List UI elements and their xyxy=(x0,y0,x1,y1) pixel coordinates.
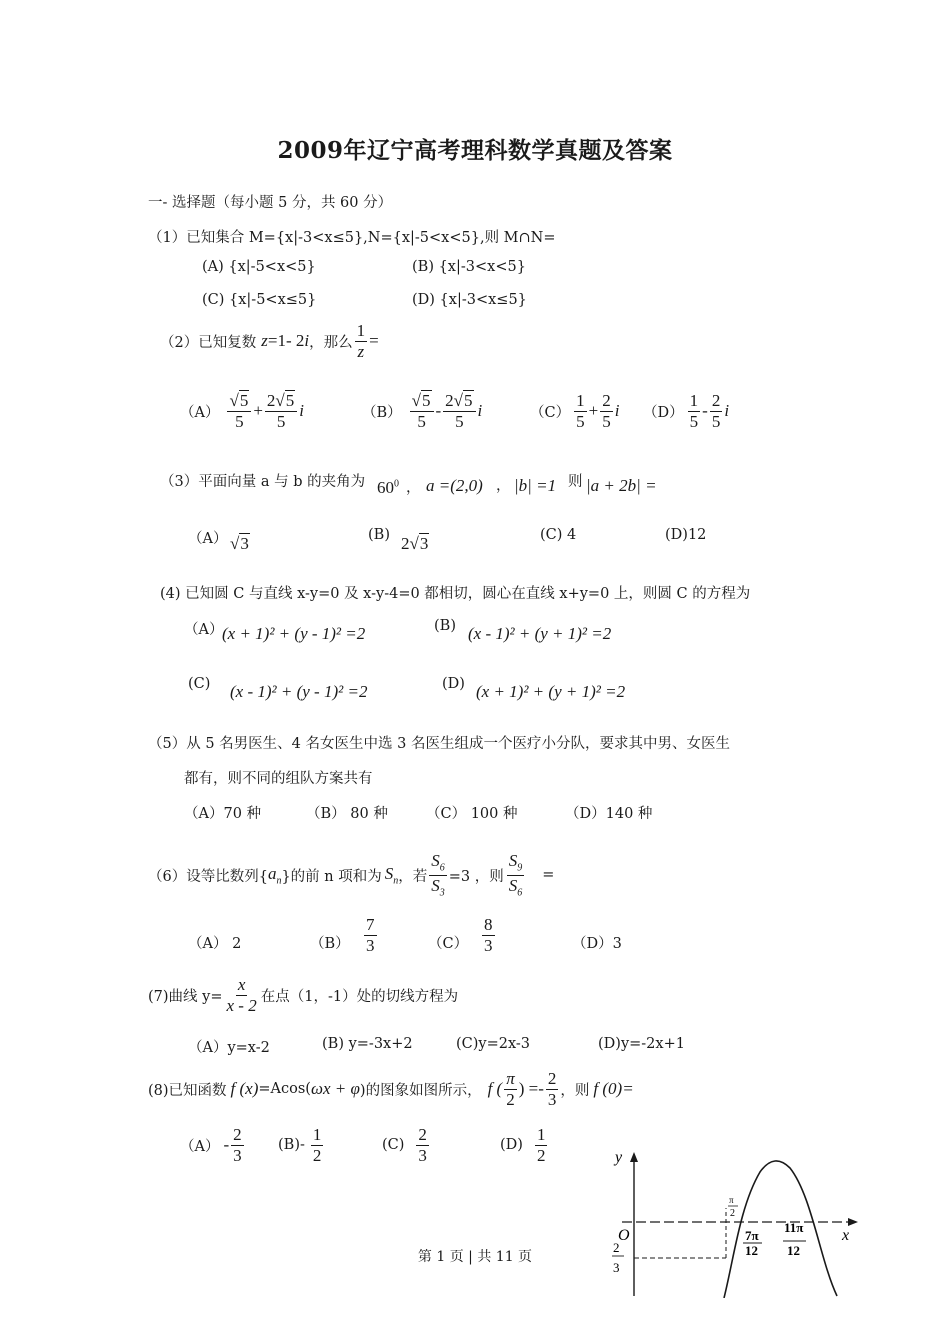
question-4-option-b: (B) xyxy=(434,618,456,634)
question-6-option-b: （B） xyxy=(310,936,350,952)
question-3-sep1: ， xyxy=(406,480,421,496)
question-4-option-c: (C) xyxy=(188,676,211,692)
question-4-option-b-expr: (x - 1)² + (y + 1)² =2 xyxy=(468,624,612,643)
graph-x-arrow xyxy=(848,1218,858,1226)
question-1-option-d: (D) {x|-3<x≤5} xyxy=(412,292,527,308)
graph-neg-label-den: 3 xyxy=(613,1260,620,1275)
question-1-option-b: (B) {x|-3<x<5} xyxy=(412,259,526,275)
graph-y-label: y xyxy=(615,1149,623,1166)
question-5-option-d: （D）140 种 xyxy=(565,806,653,822)
question-2-stem xyxy=(160,322,379,361)
graph-tick-11pi-den: 12 xyxy=(787,1243,800,1258)
question-6-option-a: （A） 2 xyxy=(188,936,242,952)
question-3-option-a-value: √3 xyxy=(230,534,249,553)
question-4-stem: (4) 已知圆 C 与直线 x-y=0 及 x-y-4=0 都相切，圆心在直线 x+y=0 上，则圆 C 的方程为 xyxy=(160,586,751,602)
question-5-option-a: （A）70 种 xyxy=(184,806,262,822)
graph-tick-11pi-num: 11π xyxy=(784,1220,804,1235)
question-3-option-a: （A） xyxy=(188,531,228,547)
question-3-angle: $60^0$ xyxy=(377,478,399,497)
question-3-option-b-value: 2√3 xyxy=(401,534,429,553)
question-3-option-c: (C) 4 xyxy=(540,527,577,543)
question-3-result: |a + 2b| = xyxy=(586,476,657,495)
question-3-b-magnitude: |b| =1 xyxy=(514,476,557,495)
graph-pi-half-num: π xyxy=(729,1195,734,1205)
question-3-a-vector: a =(2,0) xyxy=(426,476,483,495)
page-title: 2009年辽宁高考理科数学真题及答案 xyxy=(277,137,673,164)
question-6-option-c-value: $\frac{8}{3}$ xyxy=(484,915,493,955)
question-2-eq: =1- 2 xyxy=(267,331,305,351)
question-8-option-c: (C) $\frac{2}{3}$ xyxy=(382,1125,427,1165)
graph-pi-half-den: 2 xyxy=(730,1208,735,1219)
graph-tick-7pi-den: 12 xyxy=(745,1243,758,1258)
question-2-option-d: （D） $\frac{1}{5}$ - $\frac{2}{5}$ i xyxy=(643,391,730,431)
question-8-option-b: (B)- $\frac{1}{2}$ xyxy=(278,1125,322,1165)
graph-x-label: x xyxy=(842,1227,850,1244)
question-7-stem: (7)曲线 y= $\frac{x}{x - 2}$ 在点（1，-1）处的切线方程为 xyxy=(148,975,459,1015)
question-6-option-d: （D）3 xyxy=(572,936,622,952)
question-4-option-c-expr: (x - 1)² + (y - 1)² =2 xyxy=(230,682,368,701)
question-4-option-d: (D) xyxy=(442,676,465,692)
question-7-option-a: （A）y=x-2 xyxy=(188,1040,270,1056)
question-5-option-b: （B） 80 种 xyxy=(306,806,388,822)
cosine-graph-figure xyxy=(612,1148,862,1298)
question-3-sep2: ， xyxy=(496,478,511,494)
question-4-option-a-expr: (x + 1)² + (y - 1)² =2 xyxy=(222,624,366,643)
question-8-option-a: （A） - $\frac{2}{3}$ xyxy=(180,1125,242,1165)
question-2-prefix: （2）已知复数 xyxy=(160,334,257,351)
question-8-option-d: (D) $\frac{1}{2}$ xyxy=(500,1125,546,1165)
question-4-option-d-expr: (x + 1)² + (y + 1)² =2 xyxy=(476,682,626,701)
graph-neg-label-num: 2 xyxy=(613,1240,620,1255)
question-6-stem: （6）设等比数列{ $a_n$ }的前 n 项和为 $S_n$ ，若 $\frac{S_6}{S_3}$ =3 ，则 $\frac{S_9}{S_6}$ = xyxy=(148,851,555,899)
question-2-mid: ，那么 xyxy=(309,334,353,351)
question-3-ze: 则 xyxy=(568,474,583,490)
section-heading: 一- 选择题（每小题 5 分，共 60 分） xyxy=(148,195,393,211)
question-3-option-d: (D)12 xyxy=(665,527,707,543)
question-7-option-c: (C)y=2x-3 xyxy=(456,1036,531,1052)
question-2-tail: = xyxy=(369,331,379,351)
graph-tick-7pi-num: 7π xyxy=(745,1228,759,1243)
question-2-z: z xyxy=(261,331,268,351)
question-7-option-d: (D)y=-2x+1 xyxy=(598,1036,685,1052)
question-2-fraction: $\frac{1}{z}$ xyxy=(356,321,366,361)
graph-curve xyxy=(724,1161,837,1298)
question-2-i: i xyxy=(304,331,310,351)
question-1-stem: （1）已知集合 M={x|-3<x≤5},N={x|-5<x<5},则 M∩N= xyxy=(148,230,556,246)
graph-origin-label: O xyxy=(618,1227,630,1244)
question-6-option-b-value: $\frac{7}{3}$ xyxy=(366,915,375,955)
question-2-option-c: （C） $\frac{1}{5}$ + $\frac{2}{5}$ i xyxy=(530,391,620,431)
question-4-option-a: （A） xyxy=(184,622,224,638)
question-5-stem-line1: （5）从 5 名男医生、4 名女医生中选 3 名医生组成一个医疗小分队，要求其中男、女医生 xyxy=(148,736,730,752)
graph-y-arrow xyxy=(630,1152,638,1162)
question-3-option-b: (B) xyxy=(368,527,390,543)
page-footer: 第 1 页 | 共 11 页 xyxy=(417,1249,533,1265)
question-7-option-b: (B) y=-3x+2 xyxy=(322,1036,413,1052)
question-5-stem-line2: 都有，则不同的组队方案共有 xyxy=(184,771,373,787)
question-6-option-c: （C） xyxy=(428,936,469,952)
question-1-option-c: (C) {x|-5<x≤5} xyxy=(202,292,317,308)
question-2-option-b: （B） $\frac{√5}{5}$ - $\frac{2√5}{5}$ i xyxy=(362,391,483,431)
question-8-stem: (8)已知函数 f (x) =Acos( ωx + φ )的图象如图所示， f ( $\frac{\pi}{2}$ ) =- $\frac{2}{3}$ ，则 f (0)= xyxy=(148,1069,634,1109)
question-1-option-a: (A) {x|-5<x<5} xyxy=(202,259,316,275)
question-3-stem: （3）平面向量 a 与 b 的夹角为 xyxy=(160,474,366,490)
question-5-option-c: （C） 100 种 xyxy=(426,806,518,822)
question-2-option-a: （A） $\frac{√5}{5}$ + $\frac{2√5}{5}$ i xyxy=(180,391,304,431)
